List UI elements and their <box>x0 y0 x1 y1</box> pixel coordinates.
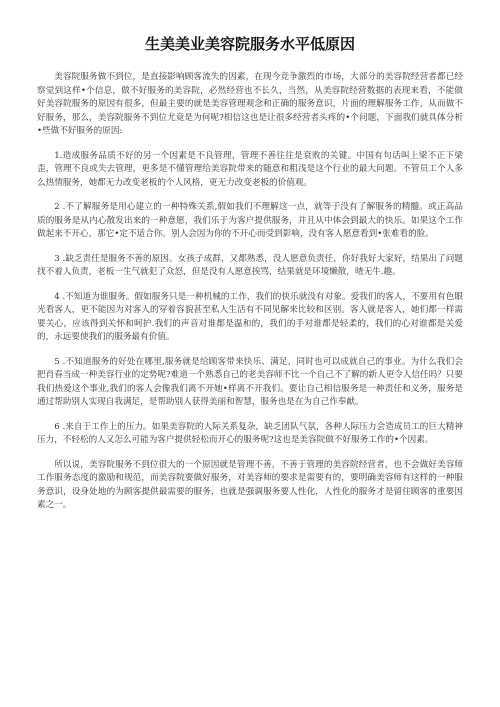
reason-2-paragraph: 2 .不了解服务是用心建立的一种特殊关系,假如我们不理解这一点，就等于没有了解服务的精髓。或正高品质的服务是从内心散发出来的一种意愿，我们乐于为客户提供服务，并且从中体会到最大的快乐。如果这个工作做起来不开心，那它•定不适合你。别人会因为你的不开心而受到影响，没有客人愿意看到•张难看的脸。 <box>37 202 463 239</box>
reason-3-paragraph: 3 .缺乏责任是服务不善的原因。女孩子成群，又都熟悉，没人愿意负责任，你好我好大家好，结果出了问题找不着人负责，老板一生气就犯了众怒，但是没有人愿意挨骂，结果就是环境懒散，喳无牛.趣。 <box>37 253 463 277</box>
document-title: 生美美业美容院服务水平低原因 <box>144 35 355 53</box>
reason-6-paragraph: 6 .来自于工作上的压力。如果美容院的人际关系复杂，缺乏团队气氛，各种人际压力会造成员工的巨大精神压力，不轻松的人又怎么可能为客户提供轻松而开心的服务呢?这也是美容院做不好服务工作的•个因素。 <box>37 421 463 445</box>
conclusion-paragraph: 所以说，美容院服务不到位很大的一个原因就是管理不善，不善于管理的美容院经营者，也不会做好美容师工作服务态度的激励和规范，而美容院要做好服务，对美容师的要求是需要有的，要明确美容师有这样的一种服务意识，设身处地的为顾客提供最需要的服务，也就是强调服务要人性化，人性化的服务才是留住顾客的重要因素之一。 <box>37 459 463 510</box>
reason-5-paragraph: 5 .不知道服务的好处在哪里,服务就是给顾客带来快乐、满足，同时也可以成就自己的事业。为什么我们会把肖春当成一种美容行业的定势呢?难道一个熟悉自己的老美容师不比一个自己不了解的新人更令人信任吗？只要我们热爱这个事业,我们的客人会像我们离不开她•样离不开我们。要让自己相信服务是一种责任和义务，服务是通过帮助别人实现自我满足，是帮助别人获得美丽和智慧，服务也是在为自己作奉献。 <box>37 356 463 407</box>
reason-1-paragraph: 1.造成服务品质不好的另一个因素是不良管理，管理不善往往是衰败的关键。中国有句话叫上梁不正下梁歪，管理不良或失去管理，更多是不懂管理给美容院带来的随意和粗浅是这个行业的最大问题。不管员工个人多么热情服务，她都无力改变老板的个人风格，更无力改变老板的价值观。 <box>37 150 463 188</box>
intro-paragraph: 美容院服务做不到位，是直接影响顾客流失的因素，在现今竞争激烈的市场，大部分的美容院经营者都已经察觉到这样•个信息，做不好服务的美容院，必然经营也不长久，当然，从美容院经营数据的表现来看，不能做好美容院服务的原因有很多，但最主要的就是美容管理观念和正确的服务意识，片面的理解服务工作，从而做不好服务，那么，美容院服务不到位尤竟是为何呢?相信这也是让很多经营者头疼的•个问题，下面我们就具体分析•些做不好服务的原因: <box>37 72 463 136</box>
reason-4-paragraph: 4 .不知道为谁服务。假如服务只是一种机械的工作，我们的快乐就没有对象。爱我们的客人，不要用有色眼光看客人，更不能因为对客人的穿着容貌甚至私人生活有不同见解来比较和区别。客人就是客人，她们都一样需要关心，应该得到关怀和呵护.我们的声音对谁都是温和的，我们的手对谁都是轻柔的，我们的心对谁都是关爱的，永远要使我们的服务最有价值。 <box>37 291 463 342</box>
